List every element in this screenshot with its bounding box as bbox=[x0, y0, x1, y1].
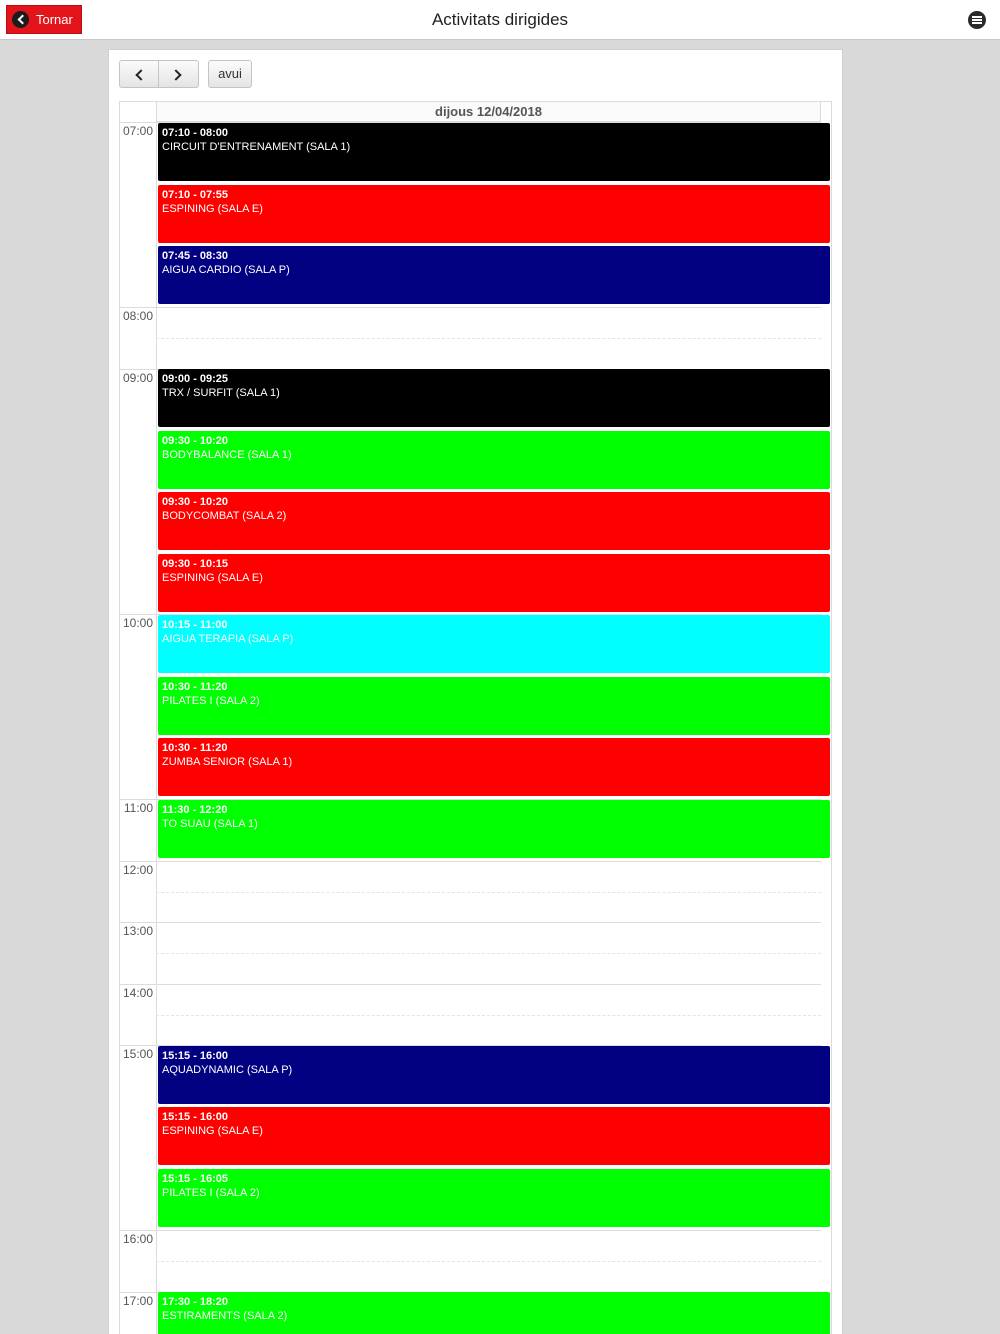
event-time: 10:30 - 11:20 bbox=[162, 742, 228, 754]
half-hour-line bbox=[156, 953, 821, 954]
event-name: TO SUAU (SALA 1) bbox=[162, 818, 258, 830]
hour-label: 17:00 bbox=[122, 1294, 153, 1308]
event-name: PILATES I (SALA 2) bbox=[162, 695, 260, 707]
event-name: ZUMBA SENIOR (SALA 1) bbox=[162, 756, 293, 768]
chevron-left-icon bbox=[135, 69, 146, 80]
event-time: 11:30 - 12:20 bbox=[162, 804, 228, 816]
calendar-event[interactable] bbox=[158, 615, 830, 673]
calendar-event[interactable] bbox=[158, 369, 830, 427]
event-time: 07:45 - 08:30 bbox=[162, 250, 229, 262]
calendar-event[interactable] bbox=[158, 431, 830, 489]
event-name: BODYBALANCE (SALA 1) bbox=[162, 449, 292, 461]
calendar-event[interactable] bbox=[158, 1169, 830, 1227]
calendar-event[interactable] bbox=[158, 800, 830, 858]
event-time: 15:15 - 16:00 bbox=[162, 1111, 229, 1123]
event-time: 15:15 - 16:05 bbox=[162, 1173, 229, 1185]
calendar-panel bbox=[108, 49, 843, 1334]
date-navigation bbox=[119, 60, 199, 88]
half-hour-line bbox=[156, 892, 821, 893]
day-calendar bbox=[119, 101, 832, 1334]
event-name: ESTIRAMENTS (SALA 2) bbox=[162, 1310, 288, 1322]
event-time: 07:10 - 08:00 bbox=[162, 127, 229, 139]
time-gutter-divider bbox=[156, 122, 157, 1334]
event-time: 15:15 - 16:00 bbox=[162, 1050, 229, 1062]
hour-label: 14:00 bbox=[122, 986, 153, 1000]
back-button[interactable] bbox=[6, 5, 82, 34]
event-time: 07:10 - 07:55 bbox=[162, 189, 229, 201]
event-name: AQUADYNAMIC (SALA P) bbox=[162, 1064, 293, 1076]
hour-label: 10:00 bbox=[122, 616, 153, 630]
calendar-event[interactable] bbox=[158, 1292, 830, 1334]
calendar-event[interactable] bbox=[158, 738, 830, 796]
hour-label: 16:00 bbox=[122, 1232, 153, 1246]
hour-label: 08:00 bbox=[122, 309, 153, 323]
event-time: 10:15 - 11:00 bbox=[162, 619, 228, 631]
page-title: Activitats dirigides bbox=[431, 10, 569, 29]
event-name: ESPINING (SALA E) bbox=[162, 203, 263, 215]
event-name: AIGUA CARDIO (SALA P) bbox=[162, 264, 290, 276]
calendar-event[interactable] bbox=[158, 246, 830, 304]
event-time: 10:30 - 11:20 bbox=[162, 681, 228, 693]
prev-day-button[interactable] bbox=[119, 60, 159, 88]
event-name: ESPINING (SALA E) bbox=[162, 1125, 263, 1137]
hour-line bbox=[120, 984, 821, 985]
half-hour-line bbox=[156, 1261, 821, 1262]
event-name: PILATES I (SALA 2) bbox=[162, 1187, 260, 1199]
hour-line bbox=[120, 922, 821, 923]
event-name: CIRCUIT D'ENTRENAMENT (SALA 1) bbox=[162, 141, 351, 153]
next-day-button[interactable] bbox=[159, 60, 199, 88]
event-time: 09:30 - 10:20 bbox=[162, 435, 229, 447]
calendar-event[interactable] bbox=[158, 554, 830, 612]
half-hour-line bbox=[156, 1015, 821, 1016]
calendar-event[interactable] bbox=[158, 677, 830, 735]
hour-line bbox=[120, 1230, 821, 1231]
hour-label: 09:00 bbox=[122, 371, 153, 385]
hour-label: 13:00 bbox=[122, 924, 153, 938]
event-name: ESPINING (SALA E) bbox=[162, 572, 263, 584]
calendar-event[interactable] bbox=[158, 1046, 830, 1104]
hour-label: 15:00 bbox=[122, 1047, 153, 1061]
day-header: dijous 12/04/2018 bbox=[156, 102, 821, 122]
back-arrow-icon bbox=[12, 11, 29, 28]
today-button[interactable]: avui bbox=[208, 60, 252, 88]
calendar-event[interactable] bbox=[158, 123, 830, 181]
hour-line bbox=[120, 307, 821, 308]
hour-line bbox=[120, 861, 821, 862]
calendar-event[interactable] bbox=[158, 492, 830, 550]
event-time: 17:30 - 18:20 bbox=[162, 1296, 229, 1308]
hour-label: 07:00 bbox=[122, 124, 153, 138]
event-time: 09:00 - 09:25 bbox=[162, 373, 229, 385]
event-time: 09:30 - 10:20 bbox=[162, 496, 229, 508]
chevron-right-icon bbox=[170, 69, 181, 80]
event-name: BODYCOMBAT (SALA 2) bbox=[162, 510, 287, 522]
menu-icon[interactable] bbox=[968, 11, 986, 29]
back-button-label: Tornar bbox=[36, 12, 73, 27]
calendar-event[interactable] bbox=[158, 185, 830, 243]
event-time: 09:30 - 10:15 bbox=[162, 558, 229, 570]
half-hour-line bbox=[156, 338, 821, 339]
hour-label: 11:00 bbox=[123, 801, 153, 815]
event-name: TRX / SURFIT (SALA 1) bbox=[162, 387, 280, 399]
calendar-event[interactable] bbox=[158, 1107, 830, 1165]
event-name: AIGUA TERAPIA (SALA P) bbox=[162, 633, 294, 645]
hour-label: 12:00 bbox=[122, 863, 153, 877]
top-bar bbox=[0, 0, 1000, 40]
